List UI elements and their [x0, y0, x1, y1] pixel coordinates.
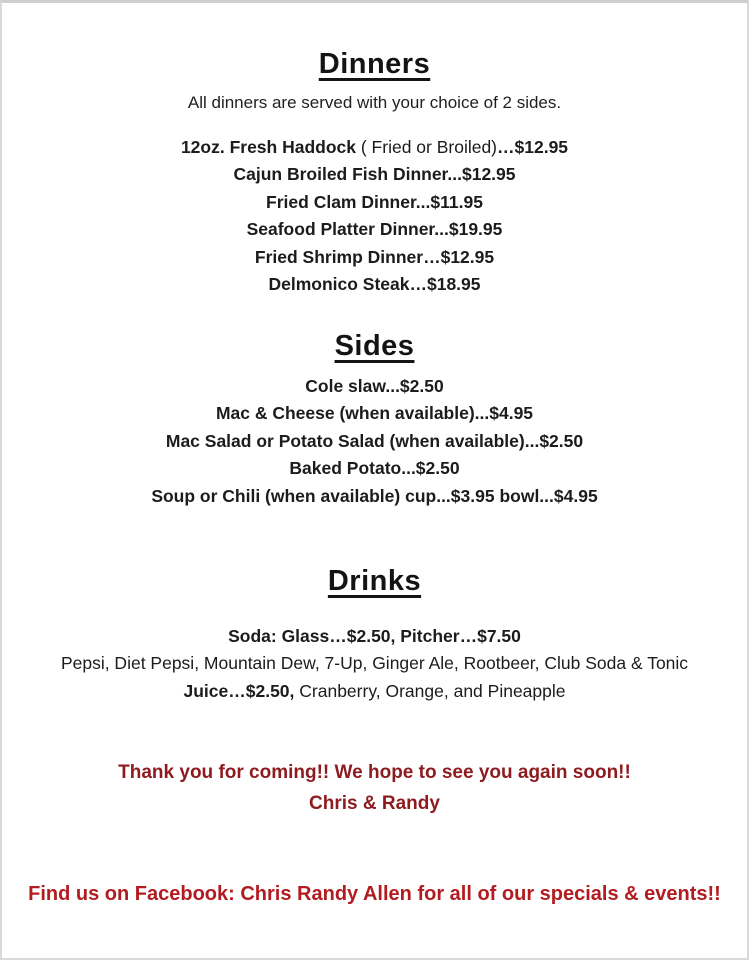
dinner-item-fried-shrimp: Fried Shrimp Dinner…$12.95: [254, 246, 495, 267]
soda-options-text: Pepsi, Diet Pepsi, Mountain Dew, 7-Up, Ginger Ale, Rootbeer, Club Soda & Tonic: [60, 653, 689, 674]
drink-item-juice: [2, 678, 747, 706]
owners-names: Chris & Randy: [309, 793, 440, 815]
dinner-item-delmonico-steak: Delmonico Steak…$18.95: [268, 274, 481, 295]
dinner-item-seafood-platter: Seafood Platter Dinner...$19.95: [246, 219, 503, 240]
sides-title: Sides: [334, 329, 415, 362]
section-sides: [2, 329, 747, 510]
thankyou-line: Thank you for coming!! We hope to see you again soon!!: [118, 762, 631, 784]
facebook-note: Find us on Facebook: Chris Randy Allen for all of our specials & events!!: [28, 883, 721, 906]
drinks-title: Drinks: [327, 565, 422, 598]
dinners-subtitle: All dinners are served with your choice of 2 sides.: [187, 92, 562, 112]
side-item-cole-slaw: Cole slaw...$2.50: [305, 375, 444, 396]
dinner-item-name: 12oz. Fresh Haddock: [180, 136, 356, 157]
side-item-baked-potato: Baked Potato...$2.50: [289, 458, 460, 479]
sides-item-list: [2, 373, 747, 511]
section-dinners: [2, 47, 747, 299]
side-item-mac-cheese: Mac & Cheese (when available)...$4.95: [215, 403, 534, 424]
dinner-item-fried-clam: Fried Clam Dinner...$11.95: [266, 191, 483, 212]
section-drinks: [2, 564, 747, 705]
juice-price: Juice…$2.50,: [183, 680, 295, 701]
drink-soda-options: [2, 650, 747, 678]
drink-item-soda: Soda: Glass…$2.50, Pitcher…$7.50: [228, 625, 521, 646]
thankyou-message: [2, 757, 747, 819]
dinner-item-note: ( Fried or Broiled): [356, 136, 498, 157]
juice-flavors: Cranberry, Orange, and Pineapple: [294, 680, 566, 701]
dinner-item-cajun-fish: Cajun Broiled Fish Dinner...$12.95: [233, 164, 516, 185]
side-item-mac-potato-salad: Mac Salad or Potato Salad (when available)...$2.50: [165, 430, 584, 451]
dinner-item-haddock: [2, 134, 747, 162]
dinners-title: Dinners: [318, 48, 431, 80]
dinners-item-list: [2, 134, 747, 299]
dinner-item-price: …$12.95: [497, 136, 569, 157]
drinks-item-list: [2, 623, 747, 706]
side-item-soup-chili: Soup or Chili (when available) cup...$3.95 bowl...$4.95: [151, 485, 598, 506]
